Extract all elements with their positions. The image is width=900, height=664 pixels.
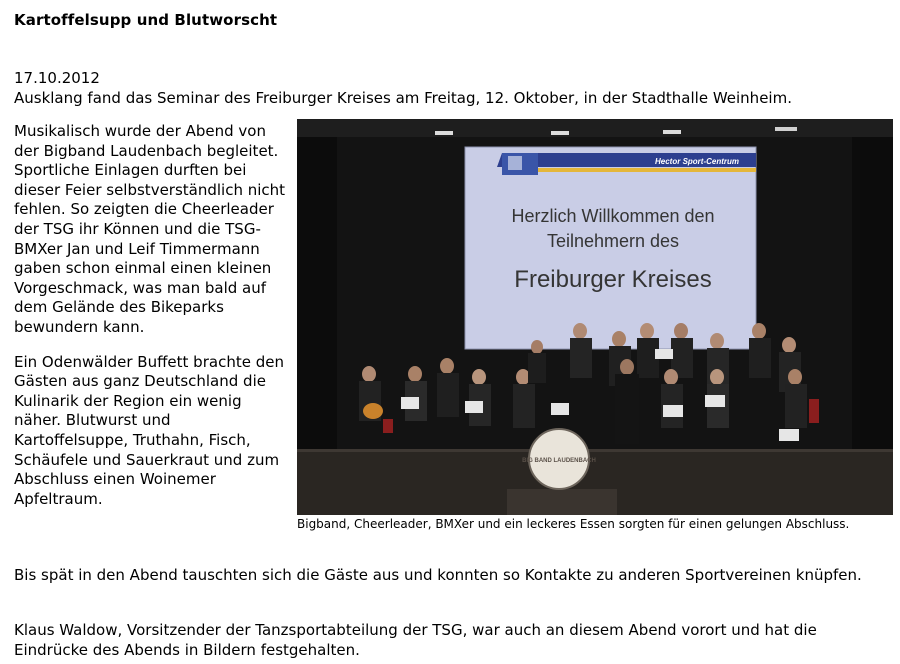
paragraph-photographer: Klaus Waldow, Vorsitzender der Tanzsportabteilung der TSG, war auch an diesem Abend vorort und hat die Eindrücke des Abends in Bildern festgehalten. [14,621,817,659]
paragraph-contacts: Bis spät in den Abend tauschten sich die Gäste aus und konnten so Kontakte zu anderen Sportvereinen knüpfen. [14,566,862,584]
photo-caption: Bigband, Cheerleader, BMXer und ein leckeres Essen sorgten für einen gelungen Abschluss. [297,517,850,531]
screen-line-1: Herzlich Willkommen den [511,206,715,226]
screen-header-text: Hector Sport-Centrum [655,157,740,166]
drum-text: BIG BAND LAUDENBACH [522,458,596,464]
event-photo [297,119,893,515]
article-date: 17.10.2012 [14,69,100,87]
paragraph-music: Musikalisch wurde der Abend von der Bigband Laudenbach begleitet. Sportliche Einlagen durften bei dieser Feier selbstverständlich nicht fehlen. So zeigten die Cheerleader der TSG ihr Können und die TSG-BMXer Jan und Leif Timmermann gaben schon einmal einen kleinen Vorgeschmack, was man bald auf dem Gelände des Bikeparks bewundern kann. [14,122,286,336]
article-lead: Ausklang fand das Seminar des Freiburger Kreises am Freitag, 12. Oktober, in der Stadthalle Weinheim. [14,89,792,107]
article-title: Kartoffelsupp und Blutworscht [14,11,278,29]
left-text-column [14,122,289,509]
paragraph-buffet: Ein Odenwälder Buffett brachte den Gästen aus ganz Deutschland die Kulinarik der Region ein wenig näher. Blutwurst und Kartoffelsuppe, Truthahn, Fisch, Schäufele und Sauerkraut und zum Abschluss einen Woinemer Apfeltraum. [14,352,284,508]
screen-line-3: Freiburger Kreises [514,266,712,293]
screen-line-2: Teilnehmern des [546,231,680,251]
event-photo-illustration [297,119,893,515]
